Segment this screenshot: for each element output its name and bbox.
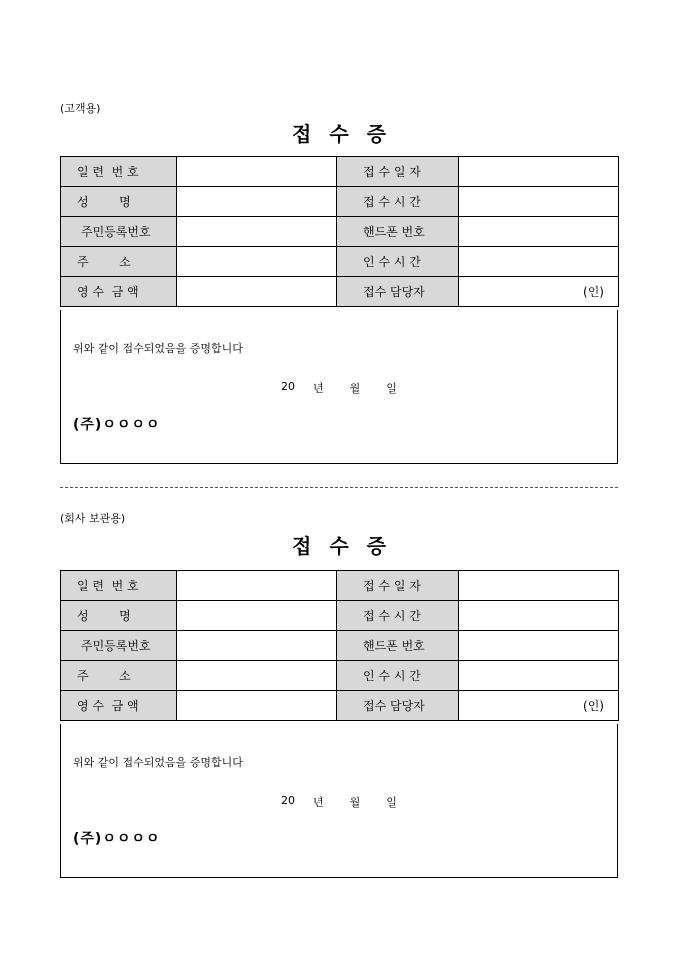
date-day-unit: 일 [386,796,397,809]
phone-number-field[interactable] [459,631,619,661]
receipt-date-field[interactable] [459,571,619,601]
receipt-date-field[interactable] [459,157,619,187]
receipt-title: 접수증 [292,534,404,558]
certify-text: 위와 같이 접수되었음을 증명합니다 [73,756,243,769]
resident-number-label: 주민등록번호 [61,631,177,661]
pickup-time-label: 인 수 시 간 [337,247,459,277]
phone-number-label: 핸드폰 번호 [337,631,459,661]
receipt-table [60,570,619,721]
phone-number-label: 핸드폰 번호 [337,217,459,247]
date-year: 20 [281,380,295,393]
date-day-unit: 일 [386,382,397,395]
receipt-title: 접수증 [292,122,404,146]
amount-received-field[interactable] [177,277,337,307]
serial-number-field[interactable] [177,571,337,601]
table-row [61,571,619,601]
amount-received-label: 영 수 금 액 [61,277,177,307]
certification-box [60,310,618,464]
receipt-time-label: 접 수 시 간 [337,187,459,217]
receipt-date-label: 접 수 일 자 [337,571,459,601]
pickup-time-field[interactable] [459,247,619,277]
table-row [61,187,619,217]
serial-number-label: 일 련 번 호 [61,571,177,601]
staff-in-charge-label: 접수 담당자 [337,277,459,307]
phone-number-field[interactable] [459,217,619,247]
receipt-time-field[interactable] [459,601,619,631]
resident-number-label: 주민등록번호 [61,217,177,247]
company-name: (주)ㅇㅇㅇㅇ [73,417,161,433]
date-year-unit: 년 [313,796,324,809]
resident-number-field[interactable] [177,631,337,661]
copy-label: (고객용) [60,102,101,115]
company-name: (주)ㅇㅇㅇㅇ [73,831,161,847]
receipt-time-label: 접 수 시 간 [337,601,459,631]
serial-number-field[interactable] [177,157,337,187]
certify-text: 위와 같이 접수되었음을 증명합니다 [73,342,243,355]
name-field[interactable] [177,601,337,631]
table-row [61,277,619,307]
date-year: 20 [281,794,295,807]
amount-received-label: 영 수 금 액 [61,691,177,721]
receipt-time-field[interactable] [459,187,619,217]
date-month-unit: 월 [349,796,361,809]
name-label: 성 명 [61,187,177,217]
staff-in-charge-label: 접수 담당자 [337,691,459,721]
pickup-time-label: 인 수 시 간 [337,661,459,691]
address-label: 주 소 [61,247,177,277]
serial-number-label: 일 련 번 호 [61,157,177,187]
resident-number-field[interactable] [177,217,337,247]
table-row [61,691,619,721]
table-row [61,601,619,631]
table-row [61,247,619,277]
address-field[interactable] [177,661,337,691]
receipt-date-label: 접 수 일 자 [337,157,459,187]
table-row [61,217,619,247]
seal-mark[interactable]: (인) [459,691,619,721]
name-field[interactable] [177,187,337,217]
table-row [61,157,619,187]
name-label: 성 명 [61,601,177,631]
date-line [281,794,397,810]
date-month-unit: 월 [349,382,361,395]
address-label: 주 소 [61,661,177,691]
table-row [61,631,619,661]
seal-mark[interactable]: (인) [459,277,619,307]
pickup-time-field[interactable] [459,661,619,691]
date-line [281,380,397,396]
table-row [61,661,619,691]
copy-label: (회사 보관용) [60,512,126,525]
address-field[interactable] [177,247,337,277]
cut-line-divider [60,487,618,488]
date-year-unit: 년 [313,382,324,395]
amount-received-field[interactable] [177,691,337,721]
certification-box [60,724,618,878]
receipt-table [60,156,619,307]
